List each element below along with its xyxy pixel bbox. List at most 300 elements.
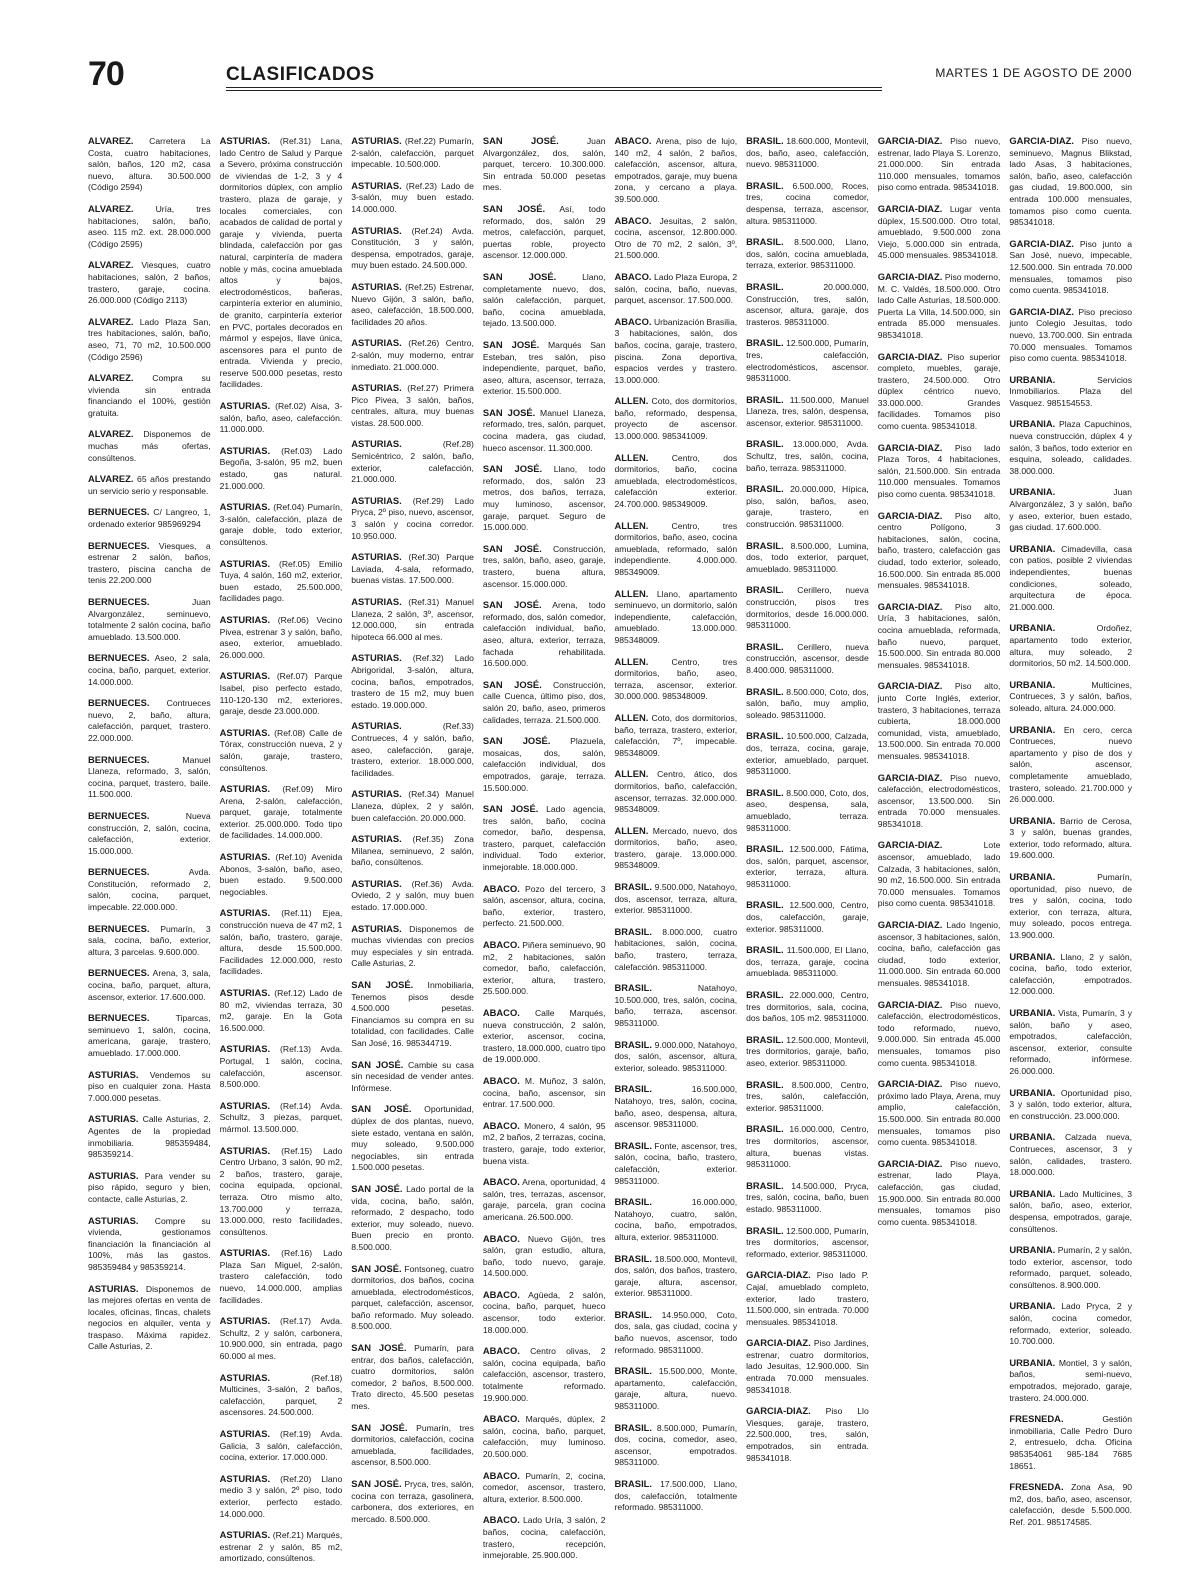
classified-ad — [351, 281, 474, 328]
ad-text: (Ref.24) Avda. Constitución, 3 y salón, despensa, empotrados, garaje, muy buen estado. 24.500.000. — [351, 225, 474, 271]
ad-text: (Ref.03) Lado Begoña, 3-salón, 95 m2, buen estado, gas natural. 21.000.000. — [219, 445, 343, 491]
ad-text: (Ref.25) Estrenar, Nuevo Gijón, 3 salón, baño, aseo, calefacción, 18.500.000, facilidades 20 años. — [351, 281, 474, 327]
ad-text: Viesques, a estrenar 2 salón, baños, trastero, piscina cancha de tenis 22.200.000 — [88, 540, 211, 586]
ad-text: Llano, 2 y salón, cocina, baño, todo exterior, calefacción, empotrados. 12.000.000. — [1009, 951, 1132, 997]
ad-agency: BRASIL. — [614, 1083, 652, 1095]
ad-agency: FRESNEDA. — [1009, 1413, 1064, 1425]
ad-agency: BRASIL. — [614, 881, 652, 893]
ad-agency: ASTURIAS. — [219, 501, 271, 513]
ad-agency: ALVAREZ. — [88, 315, 134, 327]
ad-agency: BRASIL. — [746, 179, 784, 191]
ad-agency: BERNUECES. — [88, 697, 150, 709]
ad-agency: BRASIL. — [614, 1308, 652, 1320]
ad-text: 6.500.000, Roces, tres, cocina comedor, despensa, terraza, ascensor, altura. 985311000. — [746, 180, 869, 226]
ad-text: 16.500.000, Natahoyo, tres, salón, cocina, baño, aseo, despensa, altura, ascensor. 985311000. — [614, 1084, 738, 1130]
classified-ad — [483, 339, 606, 398]
ad-agency: URBANIA. — [1009, 871, 1056, 883]
classified-ad — [746, 1405, 869, 1464]
ad-agency: ASTURIAS. — [351, 224, 402, 236]
classified-ad — [746, 899, 869, 935]
classified-ad — [88, 506, 211, 530]
ad-text: Piso nuevo, calefacción, electrodomésticos, ascensor, 13.500.000. Sin entrada 70.000 mensuales. 985341018. — [877, 772, 1001, 829]
ad-text: Arena, piso de lujo, 140 m2, 4 salón, 2 baños, calefacción, ascensor, altura, empotrados, garaje, muy buena zona, y cercano a playa. 39.500.000. — [614, 136, 738, 204]
classified-ad — [351, 979, 474, 1050]
ad-agency: GARCIA-DIAZ. — [1009, 305, 1074, 317]
ad-text: 18.600.000, Montevil, dos, baño, aseo, calefacción, nuevo. 985311000. — [746, 136, 869, 170]
ad-agency: GARCIA-DIAZ. — [877, 680, 943, 692]
ad-text: (Ref.18) Multicines, 3-salón, 2 baños, calefacción, parquet, 2 ascensores. 24.500.000. — [219, 1372, 343, 1418]
classified-ad — [351, 720, 474, 779]
classified-ad — [351, 788, 474, 824]
classified-ad — [1009, 543, 1132, 614]
column-5 — [615, 135, 738, 1545]
ad-text: (Ref.31) Lana, lado Centro de Salud y Parque a Severo, próxima construcción de viviendas de 1-2, 3 y 4 dormitorios dúplex, con amplio trastero, plaza de garaje, y locales comerciales, con acabados de calidad de portal y garaje y vivienda, puerta blindada, calefacción por gas natural, carpintería de madera noble y más, cocina amueblada altos y bajos, electrodomésticos, bañeras, carpintería exterior en aluminio, de granito, carpintería exterior en PVC, portales decorados en mármol y espejos, llave única, ascensores para el punto de entrada. Vivienda y precio, reserve 500.000 pesetas, resto facilidades. — [219, 136, 343, 390]
ad-agency: URBANIA. — [1009, 1356, 1056, 1368]
classified-ad — [878, 203, 1001, 262]
ad-agency: URBANIA. — [1009, 1244, 1056, 1256]
classified-ad — [220, 851, 343, 898]
classified-ad — [1009, 1357, 1132, 1404]
ad-text: (Ref.35) Zona Milanea, seminuevo, 2 salón, baño, consúltenos. — [351, 834, 474, 868]
ad-text: Piso precioso junto Colegio Jesuitas, todo nuevo, 13.700.000. Sin entrada 70.000 mensuales. Tomamos piso como cuenta. 985341018. — [1009, 306, 1132, 364]
classified-ad — [88, 1012, 211, 1059]
classifieds-columns — [88, 135, 1132, 1564]
ad-text: C/ Langreo, 1, ordenado exterior 985969294 — [88, 507, 211, 530]
ad-text: Avda. Constitución, reformado 2, salón, cocina, parquet, impecable. 22.000.000. — [88, 867, 211, 913]
header-rule-double — [226, 90, 882, 91]
ad-text: 22.000.000, Centro, tres dormitorios, sala, cocina, dos baños, 105 m2. 985311000. — [746, 990, 869, 1024]
classified-ad — [220, 1145, 343, 1239]
ad-agency: ASTURIAS. — [219, 1472, 271, 1484]
ad-text: Lugar venta dúplex, 15.500.000. Otro total, amueblado, 9.500.000 zona Viejo, 5.000.000 sin entrada, 45.000 mensuales. 985341018. — [877, 203, 1001, 261]
classified-ad — [615, 520, 738, 579]
ad-text: Arena, todo reformado, dos, salón comedor, calefacción individual, baño, aseo, altura, exterior, terraza, fachada rehabilitada. 16.500.000. — [482, 600, 606, 669]
ad-agency: ASTURIAS. — [219, 400, 271, 412]
ad-agency: BRASIL. — [746, 1078, 784, 1090]
ad-agency: URBANIA. — [1009, 814, 1056, 826]
ad-text: Piso nuevo, calefacción, electrodomésticos, todo reformado, nuevo, 9.000.000. Sin entrada 45.000 mensuales, tomamos piso como cuenta. 985341018. — [877, 999, 1001, 1068]
ad-agency: GARCIA-DIAZ. — [877, 998, 943, 1010]
classified-ad — [220, 1372, 343, 1419]
ad-text: Piso superior completo, muebles, garaje, trastero, 24.500.000. Otro dúplex céntrico nuevo, 33.000.000. Grandes facilidades. Tomamos piso como cuenta. 985341018. — [877, 351, 1001, 432]
ad-text: Pumarín, oportunidad, piso nuevo, de tres y salón, cocina, todo exterior, con terraza, altura, muy soleado, pocos entrega. 13.900.000. — [1009, 872, 1132, 941]
ad-text: Lado Multicines, 3 salón, baño, aseo, exterior, despensa, empotrados, garaje, consúltenos. — [1009, 1188, 1132, 1234]
ad-agency: BERNUECES. — [88, 596, 150, 607]
ad-text: (Ref.15) Lado Centro Urbano, 3 salón, 90 m2, 2 baños, trastero, garaje, cocina equipada, opcional, terraza. Otro mismo alto, 13.700.000 y terraza, 13.000.000, resto facilidades, consúltenos. — [219, 1145, 343, 1237]
ad-agency: ASTURIAS. — [351, 833, 402, 845]
ad-text: Llano, completamente nuevo, dos, salón calefacción, parquet, baño, cocina amueblada, tejado. 13.500.000. — [482, 271, 606, 329]
ad-agency: ASTURIAS. — [351, 788, 402, 800]
ad-text: Pumarín, para entrar, dos baños, calefacción, cuatro dormitorios, salón comedor, 2 baños, 8.500.000. Trato directo, 45.500 pesetas mes. — [351, 1343, 474, 1412]
classified-ad — [88, 754, 211, 801]
classified-ad — [483, 1233, 606, 1280]
ad-agency: GARCIA-DIAZ. — [877, 600, 943, 612]
classified-ad — [483, 463, 606, 534]
ad-text: Nuevo Gijón, tres salón, gran estudio, altura, baño, todo nuevo, garaje. 14.500.000. — [482, 1233, 606, 1279]
ad-text: 8.500.000, Llano, dos, salón, cocina amueblada, terraza, exterior. 985311000. — [746, 237, 869, 271]
ad-agency: ASTURIAS. — [219, 135, 271, 146]
classified-ad — [483, 135, 606, 194]
classified-ad — [1009, 871, 1132, 942]
ad-text: (Ref.17) Avda. Schultz, 2 y salón, carbonera, 10.900.000, sin entrada, pago 60.000 al mes. — [219, 1316, 343, 1362]
ad-agency: ALVAREZ. — [88, 428, 134, 440]
ad-agency: SAN JOSÉ. — [482, 542, 542, 554]
classified-ad — [351, 1183, 474, 1254]
classified-ad — [483, 1120, 606, 1167]
classified-ad — [878, 135, 1001, 194]
classified-ad — [1009, 306, 1132, 365]
classified-ad — [615, 135, 738, 206]
ad-text: (Ref.16) Lado Plaza San Miguel, 2-salón, trastero calefacción, todo nuevo, 14.000.000, amplias facilidades. — [219, 1248, 343, 1305]
ad-text: Piso alto, Uría, 3 habitaciones, salón, cocina amueblada, reformada, baño nuevo, parquet, 15.500.000. Sin entrada 80.000 mensuales. 985341018. — [877, 601, 1001, 670]
ad-text: (Ref.10) Avenida Abonos, 3-salón, baño, aseo, buen estado. 9.500.000 negociables. — [219, 852, 343, 897]
ad-agency: BERNUECES. — [88, 866, 150, 878]
classified-ad — [746, 989, 869, 1025]
classified-ad — [615, 316, 738, 387]
ad-agency: SAN JOSÉ. — [351, 1182, 403, 1194]
ad-agency: ABACO. — [482, 1007, 520, 1018]
ad-agency: SAN JOSÉ. — [351, 1342, 407, 1354]
ad-text: 9.500.000, Natahoyo, dos, ascensor, terraza, altura, exterior. 985311000. — [614, 882, 738, 916]
ad-text: Así, todo reformado, dos, salón 29 metros, calefacción, parquet, puertas roble, proyecto ascensor. 12.000.000. — [482, 203, 606, 261]
classified-ad — [878, 601, 1001, 672]
classified-ad — [746, 1337, 869, 1396]
classified-ad — [220, 1247, 343, 1306]
classified-ad — [88, 1215, 211, 1274]
ad-text: (Ref.28) Semicéntrico, 2 salón, baño, exterior, calefacción, 21.000.000. — [351, 439, 474, 485]
ad-text: Vista, Pumarín, 3 y salón, baño y aseo, empotrados, calefacción, ascensor, exterior, consulte reformado, infórmese. 26.000.000. — [1009, 1008, 1132, 1076]
ad-text: Lado portal de la vida, cocina, baño, salón, reformado, 2 despacho, todo exterior, muy soleado, nuevo. Buen precio en pronto. 8.500.000. — [351, 1183, 474, 1252]
ad-agency: GARCIA-DIAZ. — [746, 1405, 811, 1417]
ad-agency: SAN JOSÉ. — [351, 979, 414, 991]
classified-ad — [1009, 1007, 1132, 1078]
ad-text: 14.950.000, Coto, dos, sala, gas ciudad, cocina y baño nuevos, ascensor, todo reformado. 985311000. — [614, 1309, 738, 1355]
ad-agency: ASTURIAS. — [351, 596, 402, 607]
ad-agency: ABACO. — [482, 1232, 520, 1244]
ad-text: Cerillero, nueva construcción, ascensor, desde 8.400.000. 985311000. — [746, 641, 869, 675]
classified-ad — [88, 473, 211, 497]
ad-agency: BRASIL. — [746, 899, 784, 911]
classified-ad — [483, 1289, 606, 1336]
ad-agency: URBANIA. — [1009, 1007, 1056, 1018]
ad-text: Piso Jardines, estrenar, cuatro dormitorios, lado Jesuitas, 12.900.000. Sin entrada 70.000 mensuales. 985341018. — [746, 1338, 869, 1395]
classified-ad — [1009, 374, 1132, 410]
ad-text: 14.500.000, Pryca, tres, salón, cocina, baño, buen estado. 985311000. — [746, 1180, 869, 1214]
ad-agency: URBANIA. — [1009, 622, 1056, 634]
ad-agency: ASTURIAS. — [219, 987, 271, 998]
classified-ad — [615, 1140, 738, 1187]
classified-ad — [1009, 815, 1132, 862]
classified-ad — [746, 686, 869, 722]
ad-text: Disponemos de muchas más ofertas, consúltenos. — [88, 429, 211, 463]
ad-text: Monero, 4 salón, 95 m2, 2 baños, 2 terrazas, cocina, trastero, garaje, todo exterior, buena vista. — [482, 1120, 606, 1166]
ad-agency: BERNUECES. — [88, 1012, 150, 1024]
ad-agency: ASTURIAS. — [219, 907, 271, 919]
classified-ad — [483, 939, 606, 998]
classified-ad — [1009, 486, 1132, 533]
ad-text: (Ref.32) Lado Abrigoridal, 3-salón, altura, cocina, baños, empotrados, trastero de 15 m2, muy buen estado. 19.000.000. — [351, 653, 474, 710]
classified-ad — [351, 923, 474, 970]
ad-text: (Ref.11) Ejea, construcción nueva de 47 m2, 1 salón, baño, trastero, garaje, altura, desde 15.500.000. Facilidades 12.000.000, resto facilidades. — [219, 908, 343, 977]
classified-ad — [746, 483, 869, 530]
ad-agency: URBANIA. — [1009, 542, 1056, 554]
ad-agency: ASTURIAS. — [219, 783, 271, 795]
classified-ad — [351, 1263, 474, 1334]
ad-agency: GARCIA-DIAZ. — [877, 350, 943, 362]
classified-ad — [351, 337, 474, 373]
classified-ad — [351, 652, 474, 711]
ad-agency: URBANIA. — [1009, 1131, 1056, 1143]
column-1 — [88, 135, 211, 1545]
ad-text: (Ref.06) Vecino Pivea, estrenar 3 y salón, baño, aseo, exterior, amueblado. 26.000.000. — [219, 614, 343, 660]
classified-ad — [1009, 1413, 1132, 1472]
classified-ad — [483, 203, 606, 262]
ad-text: Lado Pryca, 2 y salón, cocina comedor, reformado, exterior, soleado. 10.700.000. — [1009, 1301, 1132, 1347]
classified-ad — [746, 843, 869, 890]
ad-agency: BRASIL. — [614, 982, 652, 994]
ad-agency: BERNUECES. — [88, 652, 150, 664]
ad-text: Centro, tres dormitorios, baño, aseo, cocina amueblada, reformado, salón independiente. 4.000.000. 985349009. — [614, 520, 738, 577]
classified-ad — [351, 551, 474, 587]
ad-agency: BRASIL. — [746, 584, 784, 596]
ad-agency: URBANIA. — [1009, 678, 1056, 690]
ad-agency: ASTURIAS. — [351, 877, 402, 889]
classified-ad — [878, 442, 1001, 501]
ad-text: Piso nuevo, estrenar, lado Playa, calefacción, gas ciudad, 15.900.000. Sin entrada 80.000 mensuales, tomamos piso como cuenta. 985341018. — [877, 1158, 1001, 1227]
classified-ad — [483, 883, 606, 930]
ad-text: (Ref.33) Contrueces, 4 y salón, baño, aseo, calefacción, garaje, trastero, exterior. 18.000.000, facilidades. — [351, 721, 474, 778]
ad-text: Coto, dos dormitorios, baño, terraza, trastero, exterior, calefacción, 7º, impecable. 985348009. — [614, 712, 738, 758]
classified-ad — [878, 680, 1001, 762]
classified-ad — [351, 495, 474, 542]
ad-agency: ASTURIAS. — [88, 1169, 139, 1181]
classified-ad — [483, 543, 606, 590]
ad-text: 8.500.000, Lumina, dos, todo exterior, parquet, amueblado. 985311000. — [746, 540, 869, 574]
ad-text: 12.500.000, Pumarín, tres, calefacción, electrodomésticos, ascensor. 985311000. — [746, 338, 869, 384]
ad-text: Piso Llo Viesques, garaje, trastero, 22.500.000, tres, salón, empotrados, sin entrada. 985341018. — [746, 1406, 869, 1463]
classified-ad — [351, 225, 474, 272]
ad-agency: ABACO. — [482, 1413, 520, 1425]
classified-ad — [615, 215, 738, 262]
classified-ad — [615, 982, 738, 1029]
ad-agency: URBANIA. — [1009, 418, 1056, 430]
ad-text: Lado Ingenio, ascensor, 3 habitaciones, salón, cocina, baño, calefacción gas ciudad, todo exterior, 11.000.000. Sin entrada 60.000 mensuales. 985341018. — [877, 920, 1001, 988]
classified-ad — [1009, 418, 1132, 477]
ad-text: 8.500.000, Coto, dos, salón, baño, muy amplio, soleado. 985311000. — [746, 686, 869, 720]
ad-text: Lado Plaza Europa, 2 salón, cocina, baño, nuevas, parquet, ascensor. 17.500.000. — [614, 271, 738, 306]
ad-text: Marqués San Esteban, tres salón, piso independiente, parquet, baño, aseo, altura, ascensor, terraza, exterior. 15.500.000. — [482, 339, 606, 397]
ad-text: 15.500.000, Monte, apartamento, calefacción, garaje, altura, nuevo. 985311000. — [614, 1366, 738, 1412]
ad-text: (Ref.34) Manuel Llaneza, dúplex, 2 y salón, buen calefacción. 20.000.000. — [351, 789, 474, 823]
ad-text: Piso alto, junto Corte Inglés, exterior, trastero, 3 habitaciones, terraza cubierta, 18.000.000 comunidad, vista, amueblado, 13.500.000. Sin entrada 70.000 mensuales. 985341018. — [877, 681, 1001, 761]
classified-ad — [351, 1478, 474, 1525]
ad-text: En cero, cerca Contrueces, nuevo apartamento y piso de dos y salón, ascensor, completamente amueblado, trastero, soleado. 21.700.000 y 26.000.000. — [1009, 724, 1132, 805]
classified-ad — [351, 1422, 474, 1469]
ad-agency: BRASIL. — [746, 640, 784, 652]
ad-agency: SAN JOSÉ. — [482, 338, 540, 350]
ad-text: (Ref.07) Parque Isabel, piso perfecto estado, 110-120-130 m2, exteriores, garaje, desde 23.000.000. — [219, 671, 343, 717]
ad-agency: BRASIL. — [746, 539, 784, 551]
ad-agency: SAN JOSÉ. — [482, 599, 542, 611]
classified-ad — [746, 787, 869, 834]
classified-ad — [88, 1283, 211, 1354]
ad-agency: ASTURIAS. — [219, 1247, 271, 1259]
ad-agency: BERNUECES. — [88, 967, 150, 979]
classified-ad — [88, 372, 211, 419]
ad-agency: ABACO. — [482, 1119, 520, 1131]
classified-ad — [878, 1078, 1001, 1149]
ad-agency: BERNUECES. — [88, 809, 150, 821]
ad-agency: BERNUECES. — [88, 506, 150, 518]
classified-ad — [1009, 951, 1132, 998]
classified-ad — [746, 1225, 869, 1261]
ad-text: (Ref.23) Lado de 3-salón, muy buen estado. 14.000.000. — [351, 180, 474, 214]
ad-text: Cimadevilla, casa con patios, posible 2 viviendas independientes, buenas condiciones, soleado, arquitectura de época. 21.000.000. — [1009, 543, 1132, 612]
ad-text: 11.500.000, El Llano, dos, terraza, garaje, cocina amueblada. 985311000. — [746, 945, 869, 979]
classified-ad — [351, 596, 474, 643]
ad-text: Oportunidad piso, 3 y salón, todo exterior, altura, en construcción. 23.000.000. — [1009, 1087, 1132, 1121]
ad-text: Piso lado Plaza Toros, 4 habitaciones, salón, 21.500.000. Sin entrada 110.000 mensuales. Tomamos piso como cuenta. 985341018. — [877, 442, 1001, 500]
ad-agency: BRASIL. — [746, 280, 784, 292]
classified-ad — [1009, 679, 1132, 715]
classified-ad — [220, 1428, 343, 1464]
classified-ad — [220, 501, 343, 548]
classified-ad — [220, 445, 343, 492]
classified-ad — [615, 271, 738, 307]
ad-agency: SAN JOSÉ. — [482, 202, 546, 214]
ad-agency: ASTURIAS. — [219, 1144, 271, 1156]
classified-ad — [746, 641, 869, 677]
classified-ad — [351, 833, 474, 869]
ad-agency: BRASIL. — [746, 337, 784, 349]
ad-agency: ABACO. — [482, 1288, 520, 1300]
ad-text: 8.500.000, Coto, dos, aseo, despensa, sala, amueblado, terraza. 985311000. — [746, 787, 869, 833]
ad-text: Juan Alvargonzález, seminuevo, totalmente 2 salón cocina, baño amueblado. 13.500.000. — [88, 597, 211, 642]
ad-text: Pumarín, tres dormitorios, calefacción, cocina amueblada, facilidades, ascensor, 8.500.000. — [351, 1422, 474, 1468]
column-8 — [1009, 135, 1132, 1545]
ad-text: (Ref.13) Avda. Portugal, 1 salón, cocina, calefacción, ascensor. 8.500.000. — [219, 1044, 343, 1090]
ad-agency: GARCIA-DIAZ. — [877, 202, 943, 214]
ad-agency: ASTURIAS. — [219, 444, 271, 456]
classified-ad — [88, 1069, 211, 1105]
ad-text: Piso nuevo, próximo lado Playa, Arena, muy amplio, calefacción, 15.500.000. Sin entrada 80.000 mensuales, tomamos piso como cuenta. 985341018. — [877, 1079, 1001, 1148]
classified-ad — [746, 584, 869, 631]
ad-text: 16.000.000, Natahoyo, cuatro, salón, cocina, baño, empotrados, altura, exterior. 985311000. — [614, 1197, 738, 1242]
classified-ad — [615, 452, 738, 511]
ad-agency: SAN JOSÉ. — [482, 735, 551, 747]
ad-text: Coto, dos dormitorios, baño, reformado, despensa, proyecto de ascensor. 13.000.000. 985341009. — [614, 396, 738, 442]
ad-agency: BERNUECES. — [88, 922, 150, 934]
classified-ad — [615, 1196, 738, 1243]
classified-ad — [351, 382, 474, 429]
classified-ad — [88, 259, 211, 306]
ad-text: Viesques, cuatro habitaciones, salón, 2 baños, trastero, garaje, cocina. 26.000.000 (Código 2113) — [88, 260, 211, 306]
ad-text: (Ref.22) Pumarín, 2-salón, calefacción, parquet impecable. 10.500.000. — [351, 136, 474, 170]
classified-ad — [88, 596, 211, 643]
ad-text: M. Muñoz, 3 salón, cocina, baño, ascensor, sin entrar. 17.500.000. — [482, 1075, 606, 1110]
ad-text: Juan Alvargonzález, dos, salón, parquet, tercero. 10.300.000. Sin entrada 50.000 pesetas mes. — [482, 136, 606, 193]
classified-ad — [1009, 622, 1132, 669]
ad-text: Llano, todo reformado, dos, salón 23 metros, dos baños, terraza, muy luminoso, ascensor, garaje, parquet. Seguro de 15.000.000. — [482, 464, 606, 533]
ad-text: Pumarín, 2, cocina, comedor, ascensor, trastero, altura, exterior. 8.500.000. — [482, 1470, 606, 1504]
classified-ad — [746, 1079, 869, 1115]
classified-ad — [615, 768, 738, 815]
ad-agency: ABACO. — [614, 315, 652, 327]
classified-ad — [483, 679, 606, 726]
ad-agency: GARCIA-DIAZ. — [877, 509, 943, 521]
classified-ad — [88, 540, 211, 587]
ad-agency: ASTURIAS. — [88, 1113, 139, 1125]
ad-text: 20.000.000, Hípica, piso, salón, baños, aseo, garaje, trastero, en construcción. 985311000. — [746, 484, 869, 530]
ad-text: Piso moderno, M. C. Valdés, 18.500.000. Otro lado Calle Asturias, 18.500.000. Puerta La Villa, 14.500.000, sin entrada 85.000 mensuales. 985341018. — [877, 271, 1001, 340]
ad-text: 65 años prestando un servicio serio y responsable. — [88, 474, 211, 496]
classified-ad — [878, 510, 1001, 592]
classified-ad — [615, 1478, 738, 1514]
ad-agency: URBANIA. — [1009, 486, 1056, 498]
ad-agency: ASTURIAS. — [219, 670, 271, 682]
ad-text: 12.500.000, Montevil, tres dormitorios, garaje, baño, aseo, exterior. 985311000. — [746, 1034, 869, 1068]
classified-ad — [615, 395, 738, 442]
ad-agency: BRASIL. — [746, 843, 784, 855]
classified-ad — [220, 614, 343, 661]
ad-agency: URBANIA. — [1009, 1086, 1056, 1098]
page-number: 70 — [88, 55, 124, 93]
ad-text: Urbanización Brasilia, 3 habitaciones, salón, dos baños, cocina, garaje, trastero, piscina. Zona deportiva, espacios verdes y trastero. 13.000.000. — [614, 316, 738, 385]
ad-agency: BRASIL. — [746, 135, 784, 146]
ad-text: Vendemos su piso en cualquier zona. Hasta 7.000.000 pesetas. — [88, 1069, 211, 1103]
ad-agency: ABACO. — [482, 882, 520, 894]
ad-text: Inmobiliaria, Tenemos pisos desde 4.500.000 pesetas. Financiamos su compra en su totalidad, con facilidades. Calle San José, 16. 985344719. — [351, 980, 474, 1048]
ad-text: Jesuitas, 2 salón, cocina, ascensor, 12.800.000. Otro de 70 m2, 2 salón, 3º, 21.500.000. — [614, 215, 738, 261]
ad-text: Pumarín, 3 sala, cocina, baño, exterior, altura, 3 parcelas. 9.600.000. — [88, 923, 211, 957]
classified-ad — [878, 839, 1001, 910]
ad-text: (Ref.19) Avda. Galicia, 3 salón, calefacción, cocina, exterior. 17.000.000. — [219, 1429, 343, 1463]
classified-ad — [351, 1342, 474, 1413]
classified-ad — [88, 1113, 211, 1160]
ad-text: Ordoñez, apartamento todo exterior, altura, muy soleado, 2 dormitorios, 50 m2. 14.500.000. — [1009, 623, 1132, 669]
classified-ad — [746, 236, 869, 272]
classified-ad — [615, 656, 738, 703]
ad-text: 12.500.000, Fátima, dos, salón, parquet, ascensor, exterior, terraza, altura. 985311000. — [746, 844, 869, 889]
classified-ad — [615, 712, 738, 759]
column-2 — [219, 135, 343, 1564]
column-6 — [746, 135, 869, 1545]
classified-ad — [483, 735, 606, 794]
ad-text: (Ref.20) Llano medio 3 y salón, 2º piso, todo exterior, perfecto estado. 14.000.000. — [219, 1473, 343, 1519]
ad-agency: ASTURIAS. — [351, 720, 402, 732]
ad-text: (Ref.05) Emilio Tuya, 4 salón, 160 m2, exterior, buen estado, 25.500.000, facilidades pago. — [219, 558, 343, 604]
ad-text: Tiparcas, seminuevo 1, salón, cocina, americana, garaje, trastero, amueblado. 17.000.000. — [88, 1013, 211, 1058]
ad-text: Piñera seminuevo, 90 m2, 2 habitaciones, salón comedor, baño, calefacción, exterior, altura, trastero, 25.500.000. — [482, 940, 606, 997]
ad-agency: ASTURIAS. — [351, 280, 402, 292]
ad-agency: SAN JOSÉ. — [482, 135, 559, 146]
ad-agency: BRASIL. — [746, 393, 784, 405]
ad-agency: ASTURIAS. — [351, 551, 402, 563]
classified-ad — [88, 923, 211, 959]
ad-agency: SAN JOSÉ. — [351, 1103, 412, 1115]
ad-agency: ASTURIAS. — [88, 1068, 139, 1080]
ad-agency: BRASIL. — [614, 925, 652, 937]
ad-text: Calle Asturias, 2. Agentes de la propiedad inmobiliaria. 985359484, 985359214. — [88, 1114, 211, 1160]
classified-ad — [88, 203, 211, 250]
ad-agency: BRASIL. — [746, 786, 784, 798]
classified-ad — [220, 670, 343, 717]
classified-ad — [746, 540, 869, 576]
ad-text: Mercado, nuevo, dos dormitorios, baño, aseo, trastero, garaje. 13.000.000. 985348009. — [614, 825, 738, 871]
ad-text: (Ref.30) Parque Laviada, 4-sala, reformado, buenas vistas. 17.500.000. — [351, 552, 474, 586]
ad-agency: BRASIL. — [746, 1179, 784, 1191]
ad-agency: ASTURIAS. — [351, 135, 402, 146]
